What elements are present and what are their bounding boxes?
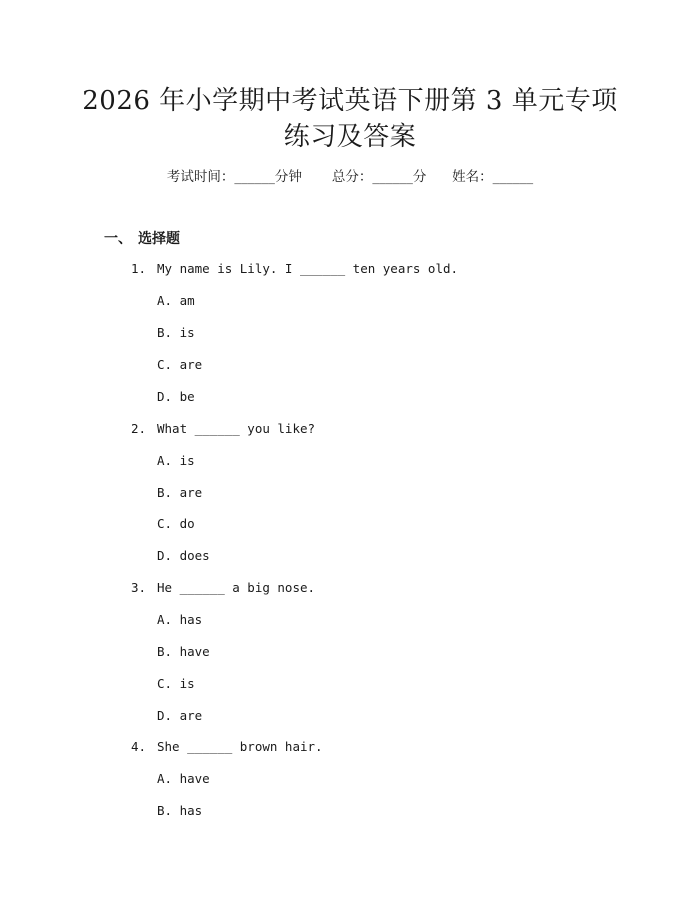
answer-option: A. has bbox=[157, 612, 203, 627]
document-title-line1: 2026 年小学期中考试英语下册第 3 单元专项 bbox=[82, 86, 618, 116]
question-text: She ______ brown hair. bbox=[157, 739, 323, 754]
answer-option: D. be bbox=[157, 389, 195, 404]
student-name-field: 姓名：______ bbox=[452, 169, 534, 185]
question-text: He ______ a big nose. bbox=[157, 580, 316, 595]
answer-option: A. is bbox=[157, 453, 195, 468]
question-text: My name is Lily. I ______ ten years old. bbox=[157, 261, 459, 276]
answer-option: B. have bbox=[157, 644, 210, 659]
section-title: 选择题 bbox=[138, 231, 180, 247]
question bbox=[131, 419, 315, 439]
question-number: 4. bbox=[131, 739, 147, 754]
question bbox=[131, 578, 315, 598]
answer-option: C. is bbox=[157, 676, 195, 691]
answer-option: B. has bbox=[157, 803, 203, 818]
answer-option: C. do bbox=[157, 516, 195, 531]
answer-option: D. are bbox=[157, 708, 203, 723]
section-number: 一、 bbox=[104, 231, 132, 247]
document-title-line2: 练习及答案 bbox=[283, 122, 417, 152]
question-number: 3. bbox=[131, 580, 147, 595]
answer-option: B. is bbox=[157, 325, 195, 340]
question bbox=[131, 259, 458, 279]
total-score-field: 总分：______分 bbox=[331, 169, 427, 185]
answer-option: D. does bbox=[157, 548, 210, 563]
exam-time-field: 考试时间：______分钟 bbox=[166, 169, 302, 185]
question-number: 1. bbox=[131, 261, 147, 276]
exam-info bbox=[0, 167, 700, 187]
question bbox=[131, 737, 323, 757]
answer-option: B. are bbox=[157, 485, 203, 500]
question-text: What ______ you like? bbox=[157, 421, 316, 436]
answer-option: A. am bbox=[157, 293, 195, 308]
section-heading bbox=[104, 229, 180, 249]
answer-option: A. have bbox=[157, 771, 210, 786]
answer-option: C. are bbox=[157, 357, 203, 372]
question-number: 2. bbox=[131, 421, 147, 436]
